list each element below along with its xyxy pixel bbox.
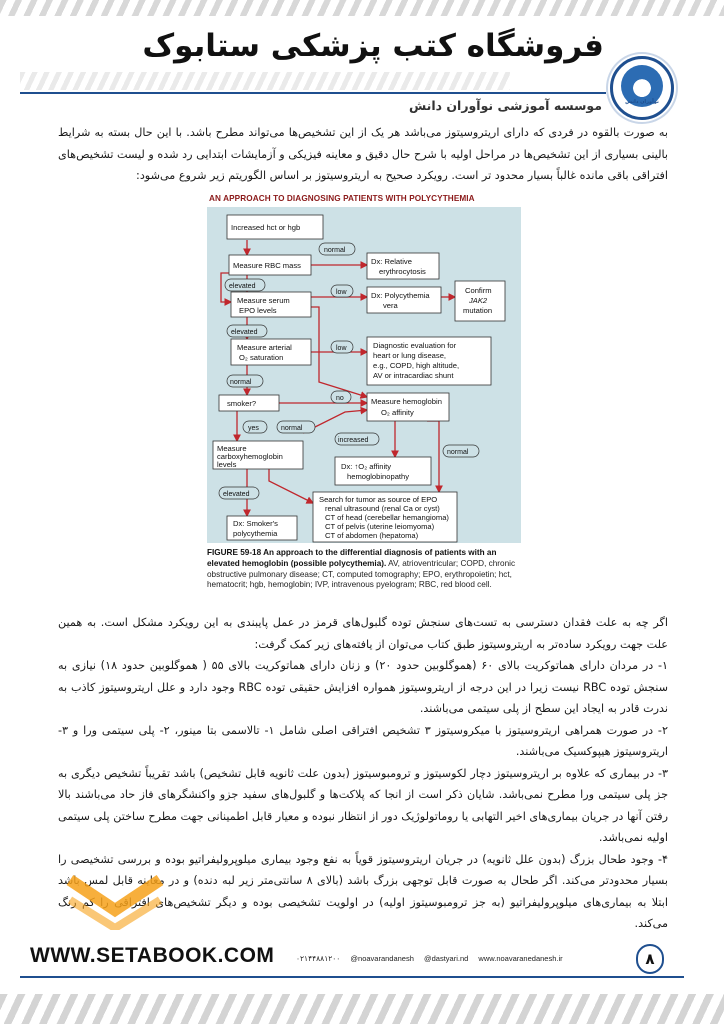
header-stripes (0, 0, 724, 16)
node-affin-1: Dx: ↑O₂ affinity (341, 462, 392, 471)
edge-label-normal: normal (230, 379, 252, 386)
node-diag-2: heart or lung disease, (373, 351, 447, 360)
node-tumor-5: CT of abdomen (hepatoma) (325, 531, 419, 540)
body-text (58, 612, 668, 935)
node-relative-1: Dx: Relative (371, 257, 412, 266)
node-carb-2: carboxyhemoglobin (217, 452, 283, 461)
node-pv-2: vera (383, 301, 398, 310)
node-diag-1: Diagnostic evaluation for (373, 341, 457, 350)
node-hgb-1: Measure hemoglobin (371, 397, 442, 406)
edge-label-normal: normal (447, 449, 469, 456)
website-link[interactable]: www.noavaranedanesh.ir (478, 954, 563, 963)
edge-label-low: low (336, 345, 347, 352)
node-tumor-3: CT of head (cerebellar hemangioma) (325, 513, 449, 522)
logo-text: نوآوران دانش (625, 99, 659, 105)
node-tumor-2: renal ultrasound (renal Ca or cyst) (325, 504, 440, 513)
node-pv-1: Dx: Polycythemia (371, 291, 430, 300)
node-jak-3: mutation (463, 306, 493, 315)
node-smoker: smoker? (227, 399, 257, 408)
node-measure-rbc: Measure RBC mass (233, 261, 301, 270)
algorithm-figure (207, 190, 521, 596)
figure-caption-rest: AV, atrioventricular; COPD, chronic obstructive pulmonary disease; CT, computed tomography; EPO, erythropoietin; hct, hematocrit; hgb, hemoglobin; IVP, intravenous pyelogram; RBC, red blood cell. (207, 558, 516, 590)
edge-label-no: no (336, 395, 344, 402)
list-item: ۳- در بیماری که علاوه بر اریتروسیتوز دچار لکوسیتوز و ترومبوسیتوز (بدون علت ثانویه قابل تشخیص) باشد تقریباً تشخیص دیگری به جز پلی سیتمی ورا مطرح نمی‌باشد. شایان ذکر است از انجا که پلاکت‌ها و گلبول‌های سفید جزو واکنشگرهای فاز حاد می‌باشند بالا رفتن آنها در جریان بیماری‌های اخیر التهابی یا روماتولوژیک دور از انتظار نبوده و معیار قابل اطمینانی جهت مطرح ساختن پلی سیتمی اولیه نمی‌باشد. (58, 766, 668, 844)
node-carb-3: levels (217, 460, 237, 469)
node-diag-3: e.g., COPD, high altitude, (373, 361, 460, 370)
page-footer (0, 936, 724, 1024)
paragraph: به صورت بالقوه در فردی که دارای اریتروسیتوز می‌باشد هر یک از این تشخیص‌ها می‌تواند مطرح باشد. با این حال بسته به شرایط بالینی بسیاری از این تشخیص‌ها در مراحل اولیه با شرح حال دقیق و معاینه فیزیکی و آزمایشات ابتدایی رد شده و لیست تشخیص‌های افتراقی باقی مانده غالباً بسیار محدود تر است. رویکرد صحیح به اریتروسیتوز بر اساس الگوریتم زیر شروع می‌شود: (58, 126, 668, 182)
figure-caption-bold: FIGURE 59-18 An approach to the differential diagnosis of patients with an elevated hemoglobin (possible polycythemia). (207, 548, 497, 568)
node-carb-1: Measure (217, 444, 247, 453)
phone-number: ۰۲۱۴۴۸۸۱۲۰۰ (296, 954, 341, 963)
node-hgb-2: O₂ affinity (381, 408, 414, 417)
node-smokers-1: Dx: Smoker's (233, 519, 278, 528)
node-o2-1: Measure arterial (237, 343, 292, 352)
list-item: ۲- در صورت همراهی اریتروسیتوز با میکروسیتوز ۳ تشخیص افتراقی اصلی شامل ۱- تالاسمی بتا مینور، ۲- پلی سیتمی ورا و ۳- اریتروسیتوز هیپوکسیک می‌باشند. (58, 723, 668, 758)
page-number: ۸ (636, 944, 664, 974)
figure-title: AN APPROACH TO DIAGNOSING PATIENTS WITH POLYCYTHEMIA (209, 194, 475, 203)
header-divider (20, 92, 606, 94)
edge-label-normal: normal (324, 247, 346, 254)
node-diag-4: AV or intracardiac shunt (373, 371, 454, 380)
node-tumor-4: CT of pelvis (uterine leiomyoma) (325, 522, 435, 531)
telegram-handle[interactable]: @dastyari.nd (424, 954, 469, 963)
node-affin-2: hemoglobinopathy (347, 472, 410, 481)
node-epo-1: Measure serum (237, 296, 290, 305)
flowchart-svg (207, 207, 521, 543)
institute-logo (610, 56, 674, 120)
node-increased: Increased hct or hgb (231, 223, 301, 232)
flowchart-panel (207, 207, 521, 543)
node-o2-2: O₂ saturation (239, 353, 284, 362)
instagram-handle[interactable]: @noavarandanesh (350, 954, 414, 963)
brand-title: فروشگاه کتب پزشکی ستابوک (142, 28, 604, 64)
paragraph: اگر چه به علت فقدان دسترسی به تست‌های سنجش توده گلبول‌های قرمز در عمل پایبندی به این رویکرد مشکل است. به همین علت جهت رویکرد ساده‌تر به اریتروسیتوز طبق کتاب می‌توان از یافته‌های زیر کمک گرفت: (58, 616, 668, 651)
edge-label-elevated: elevated (229, 283, 256, 290)
node-smokers-2: polycythemia (233, 529, 278, 538)
node-tumor-1: Search for tumor as source of EPO (319, 495, 438, 504)
node-jak-1: Confirm (465, 286, 492, 295)
institute-name: موسسه آموزشی نوآوران دانش (408, 98, 602, 113)
figure-caption (207, 548, 521, 591)
edge-label-elevated: elevated (223, 491, 250, 498)
edge-label-yes: yes (248, 425, 259, 432)
footer-stripes (0, 994, 724, 1024)
list-item: ۱- در مردان دارای هماتوکریت بالای ۶۰ (هموگلوبین حدود ۲۰) و زنان دارای هماتوکریت بالای ۵۵ ( هموگلوبین حدود ۱۸) نیازی به سنجش توده RBC نیست زیرا در این درجه از اریتروسیتوز همواره افزایش حقیقی توده RBC وجود دارد و علل اریتروسیتوز کاذب به ندرت قادر به ایجاد این سطح از پلی سیتمی می‌باشند. (58, 659, 669, 715)
node-jak-2: JAK2 (469, 296, 488, 305)
header-pattern-bar (20, 72, 510, 90)
node-epo-2: EPO levels (239, 306, 277, 315)
edge-label-normal: normal (281, 425, 303, 432)
footer-website[interactable]: WWW.SETABOOK.COM (30, 944, 275, 967)
edge-label-increased: increased (338, 437, 369, 444)
footer-divider (20, 976, 684, 978)
intro-paragraph (58, 122, 668, 187)
edge-label-low: low (336, 289, 347, 296)
page-header (0, 0, 724, 120)
footer-social-links (296, 954, 571, 963)
node-relative-2: erythrocytosis (379, 267, 426, 276)
edge-label-elevated: elevated (231, 329, 258, 336)
list-item: ۴- وجود طحال بزرگ (بدون علل ثانویه) در جریان اریتروسیتوز قویاً به نفع وجود بیماری میلوپرولیفراتیو بوده و بررسی تشخیصی را بسیار محدودتر می‌کند. اگر طحال به صورت قابل توجهی بزرگ باشد (بالای ۸ سانتی‌متر زیر لبه دنده) و در معاینه قابل لمس باشد ابتلا به بیماری‌های میلوپرولیفراتیو (به جز ترومبوسیتوز اولیه) در اولویت تشخیصی بوده و دیگر تشخیص‌های افتراقی را کم رنگ می‌کند. (58, 852, 668, 930)
